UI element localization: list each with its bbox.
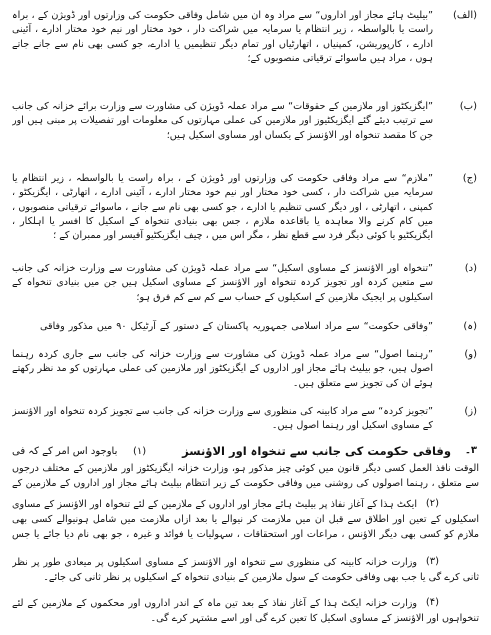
paragraph-text: وزارت خزانہ کابینہ کی منظوری سے تنخواہ اور الاؤنسز کے مساوی اسکیلوں پر میعادی طور پر نظر ثانی کرے گی یا جب بھی وفاقی حکومت کے سول ملازمین کے بنیادی تنخواہ کے اسکیلوں پر نظر ثانی کی جائے۔ xyxy=(12,557,479,583)
section-paragraph: الوقت نافذ العمل کسی دیگر قانون میں کوئی چیز مذکور ہو، وزارت خزانہ ایگزیکٹوز اور ملازمین کے مختلف درجوں سے متعلق ، رہنما اصولوں کی روشنی میں وفاقی حکومت کے زیر انتظام بیلیٹ ہائے مجاز اور اداروں کے ملازمین کے xyxy=(12,463,479,489)
clause-text: ”ایگزیکٹوز اور ملازمین کے حقوقات“ سے مراد عملہ ڈویژن کی مشاورت سے وزارت برائے خزانہ کی جانب سے ترتیب دیئے گئے ایگزیکٹیوز اور ملازمین کی عملی مہارتوں کی معلومات اور تفصیلات پر مبنی ہیں اور جن کا مقصد تنخواہ اور الاؤنسز کے یکساں اور مساوی اسکیل ہیں؛ xyxy=(12,101,433,141)
clause-text: ”بیلیٹ ہائے مجاز اور اداروں“ سے مراد وہ ان میں شامل وفاقی حکومت کی وزارتوں اور ڈویژن کے ، براہ راست یا بالواسطہ ، زیر انتظام یا سرمایہ میں شراکت دار ، خود مختار اور نیم خود مختار ادارے ، آئینی ادارے ، کارپوریشن، کمپنیاں ، اتھارٹیاں اور تمام دیگر تنظیمیں یا ادارے، جو کسی بھی نام سے جانے جاتے ہوں ، مراد ہیں ماسوائے ترقیاتی منصوبوں کے؛ xyxy=(12,10,433,64)
section-number: ۳۔ xyxy=(465,445,477,456)
clause-label: (ہ) xyxy=(463,321,477,332)
clause-text: ”تنخواہ اور الاؤنسز کے مساوی اسکیل“ سے مراد عملہ ڈویژن کی مشاورت سے وزارت خزانہ کی جانب سے متعین کردہ اور تجویز کردہ تنخواہ اور الاؤنسز کے مساوی اسکیل ہیں جن میں بنیادی تنخواہ کے اسکیلوں پر ایجیک ملازمین کے اسکیلوں کے حساب سے کم سے کم فرق ہو؛ xyxy=(12,263,433,303)
clause-label: (ز) xyxy=(464,406,477,417)
paragraph-number: (۲) xyxy=(425,498,439,509)
paragraph-number: (۴) xyxy=(425,597,439,608)
clause-label: (ب) xyxy=(459,101,477,112)
clause-label: (د) xyxy=(464,263,477,274)
clause-text: ”رہنما اصول“ سے مراد عملہ ڈویژن کی مشاورت سے وزارت خزانہ کی جانب سے جاری کردہ رہنما اصول ہیں، جو بیلیٹ ہائے مجاز اور اداروں کے ایگزیکٹوز اور ملازمین کی عملی مہارتوں کو مد نظر رکھتے ہوئے ان کی تجویز سے متعلق ہیں۔ xyxy=(12,349,433,389)
clause-text: ”ملازم“ سے مراد وفاقی حکومت کی وزارتوں اور ڈویژن کے ، براہ راست یا بالواسطہ ، زیر انتظام یا سرمایہ میں شراکت دار ، کسی خود مختار اور نیم خود مختار ادارے ، آئینی ادارے ، اتھارٹی ، ایگزیکٹو ، کمپنی ، اتھارٹی ، اور دیگر کسی تنظیم یا ادارے ، جو کسی بھی نام سے جانے ، ماسوائے ترقیاتی منصوبوں ، میں کام کرنے والا معاہدہ یا باقاعدہ ملازم ، جس بھی بنیادی تنخواہ کے اسکیل کا افسر یا اہلکار ، ایگزیکٹیو یا کوئی دیگر فرد سے قطع نظر ، مگر اس میں ، چیف ایگزیکٹیو آفیسر اور ممبران کے ؛ xyxy=(12,173,433,242)
paragraph-number: (۳) xyxy=(425,556,439,567)
clause-label: (الف) xyxy=(453,10,477,21)
clause-label: (ج) xyxy=(462,173,477,184)
clause-label: (و) xyxy=(464,349,477,360)
clause-text: ”تجویز کردہ“ سے مراد کابینہ کی منظوری سے وزارت خزانہ کی جانب سے تجویز کردہ تنخواہ اور الاؤنسز کے مساوی اسکیل اور رہنما اصول ہیں۔ xyxy=(12,406,433,432)
paragraph-text: وزارت خزانہ ایکٹ ہذا کے آغاز نفاذ کے بعد تین ماہ کے اندر اداروں اور محکموں کے ملازمین کے لئے تنخواہوں اور الاؤنسز کے مساوی اسکیل کا تعین کرے گی اور اسے مشتہر کرے گی۔ xyxy=(12,598,479,624)
paragraph-text: ایکٹ ہذا کے آغاز نفاذ پر بیلیٹ ہائے مجاز اور اداروں کے ملازمین کے لئے تنخواہ اور الاؤنسز کے مساوی اسکیلوں کے تعین اور اطلاق سے قبل ان میں ملازمت کر نیوالے یا بعد ازاں ملازمت میں شامل ہونیوالے کسی بھی ملازم کو کسی بھی دیگر الاؤنس ، مراعات اور استحقاقات ، سہولیات یا فوائد و غیرہ ، جو بھی نام دیا جائے یا جس xyxy=(12,499,479,540)
subsection-number: (۱) xyxy=(133,446,147,457)
section-lead: باوجود اس امر کے کہ فی xyxy=(12,446,118,457)
section-title: وفاقی حکومت کی جانب سے تنخواہ اور الاؤنسز xyxy=(182,444,451,458)
clause-text: ”وفاقی حکومت“ سے مراد اسلامی جمہوریہ پاکستان کے دستور کے آرٹیکل ۹۰ میں مذکور وفاقی xyxy=(40,321,433,332)
